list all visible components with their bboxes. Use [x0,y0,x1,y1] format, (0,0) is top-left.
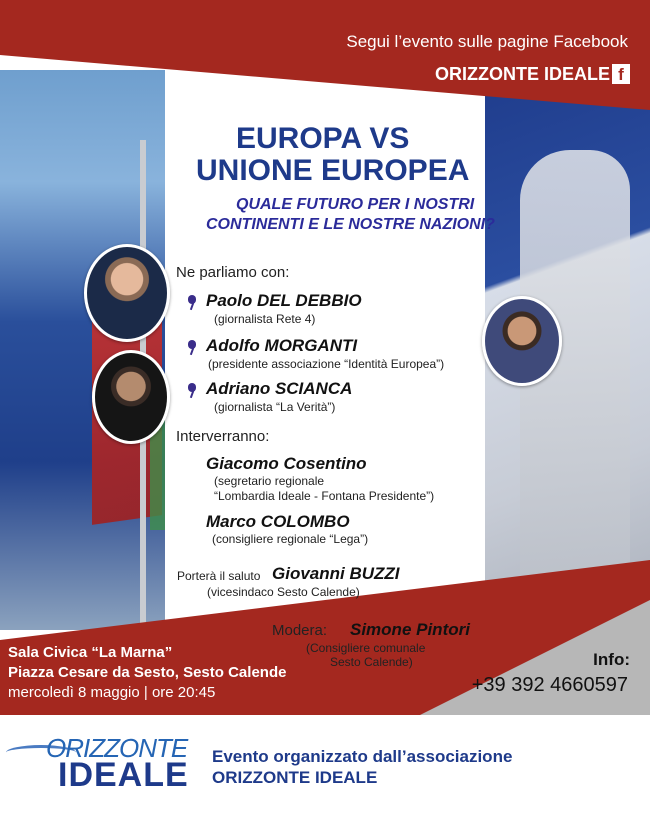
intervention-role: (consigliere regionale “Lega”) [212,532,369,546]
greeting-role: (vicesindaco Sesto Calende) [207,585,360,599]
microphone-icon [188,295,196,309]
moderator-name: Simone Pintori [350,620,470,639]
greeting-prefix: Porterà il saluto [177,569,261,583]
speaker-name: Adolfo MORGANTI [206,336,358,355]
moderator-role: Sesto Calende) [330,655,413,669]
info-label: Info: [593,650,630,669]
speaker-portrait-del-debbio [84,244,170,342]
organizer-line1: Evento organizzato dall’associazione [212,747,513,766]
moderator-role: (Consigliere comunale [306,641,426,655]
intervention-role: (segretario regionale [214,474,325,488]
venue-datetime: mercoledì 8 maggio | ore 20:45 [8,684,216,701]
intervention-name: Marco COLOMBO [206,512,350,531]
logo-text-bottom: IDEALE [58,756,189,794]
facebook-icon[interactable]: f [612,64,630,84]
event-title-line2: UNIONE EUROPEA [196,154,470,187]
microphone-icon [188,383,196,397]
speaker-portrait-scianca [92,350,170,444]
intervention-role: “Lombardia Ideale - Fontana Presidente”) [214,489,435,503]
speaker-name: Paolo DEL DEBBIO [206,291,362,310]
speaker-role: (giornalista “La Verità”) [214,400,336,414]
statue-figure [520,150,630,620]
interventions-label: Interverranno: [176,428,270,445]
intervention-name: Giacomo Cosentino [206,454,367,473]
microphone-icon [188,340,196,354]
event-subtitle-line1: QUALE FUTURO PER I NOSTRI [236,196,475,213]
venue-name: Sala Civica “La Marna” [8,644,173,661]
speaker-role: (presidente associazione “Identità Europea”) [208,357,445,371]
event-subtitle-line2: CONTINENTI E LE NOSTRE NAZIONI? [206,216,495,233]
greeting-name: Giovanni BUZZI [272,564,400,583]
speaker-role: (giornalista Rete 4) [214,312,316,326]
moderator-prefix: Modera: [272,622,328,639]
speakers-intro-label: Ne parliamo con: [176,264,290,281]
speaker-portrait-morganti [482,296,562,386]
phone-number[interactable]: +39 392 4660597 [471,674,628,696]
venue-address: Piazza Cesare da Sesto, Sesto Calende [8,664,287,681]
speaker-name: Adriano SCIANCA [206,379,353,398]
logo-text-top: ORIZZONTE [46,733,188,763]
follow-event-text: Segui l’evento sulle pagine Facebook [346,32,628,51]
facebook-page-link[interactable]: ORIZZONTE IDEALE [435,64,610,84]
organizer-line2: ORIZZONTE IDEALE [212,768,378,787]
event-title-line1: EUROPA VS [236,122,410,155]
